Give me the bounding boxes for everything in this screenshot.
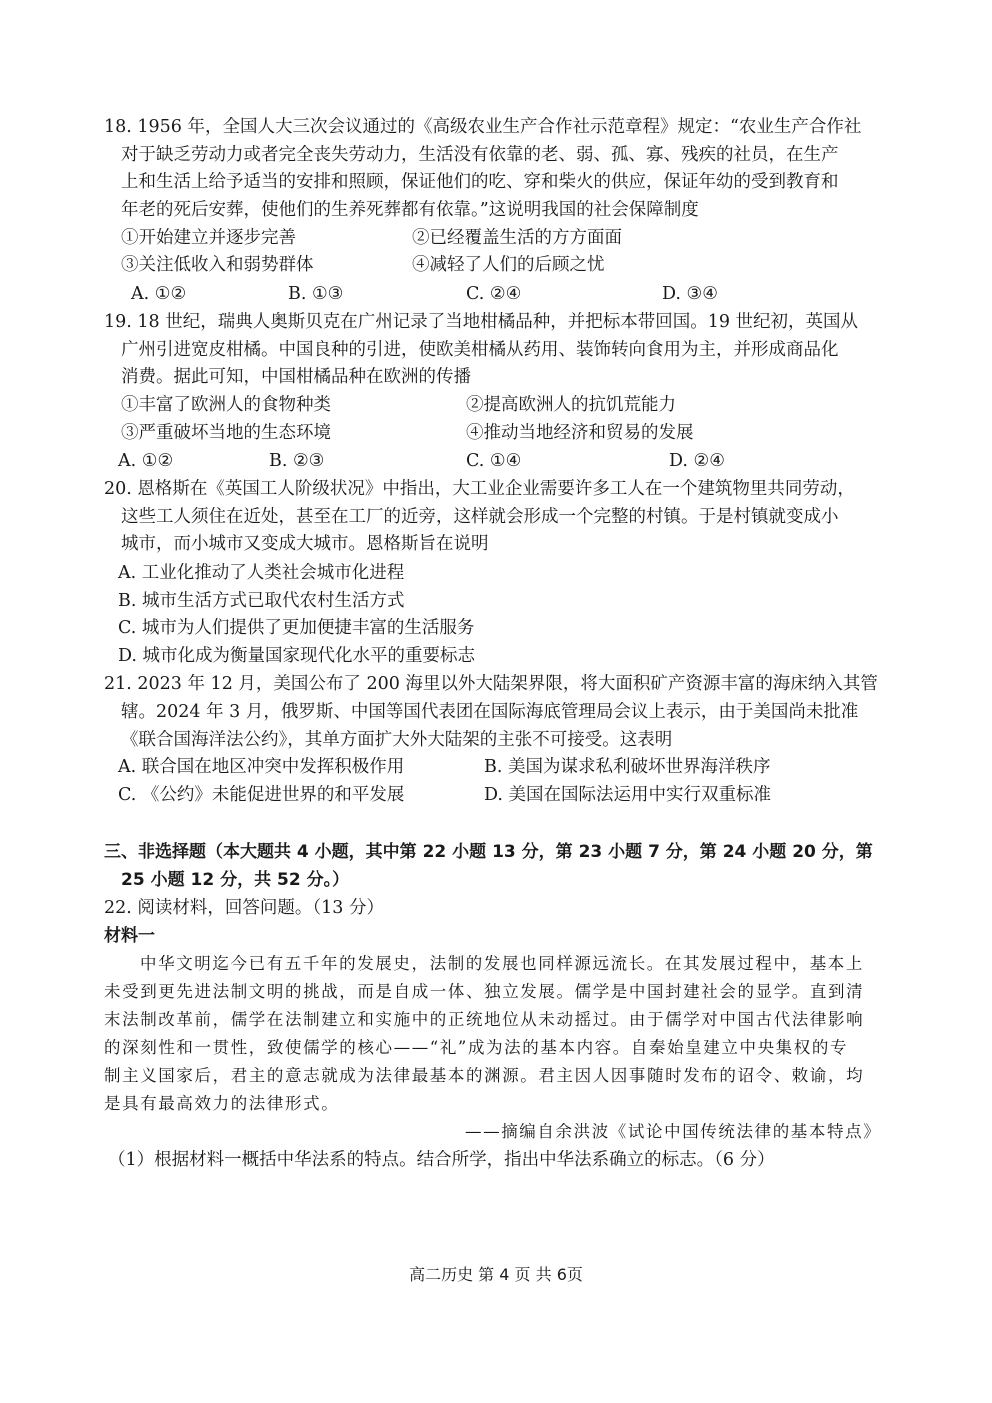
section-title: 三、非选择题（本大题共 4 小题，其中第 22 小题 13 分，第 23 小题 7 分，第 24 小题 20 分，第 xyxy=(104,842,873,862)
question-text: 广州引进宽皮柑橘。中国良种的引进，使欧美柑橘从药用、装饰转向食用为主，并形成商品化 xyxy=(121,340,839,360)
question-text: 《联合国海洋法公约》，其单方面扩大外大陆架的主张不可接受。这表明 xyxy=(121,730,673,750)
question-text: 21. 2023 年 12 月，美国公布了 200 海里以外大陆架界限，将大面积矿产资源丰富的海床纳入其管 xyxy=(104,674,878,694)
question-title: 22. 阅读材料，回答问题。（13 分） xyxy=(104,898,384,918)
question-text: 这些工人须住在近处，甚至在工厂的近旁，这样就会形成一个完整的村镇。于是村镇就变成小 xyxy=(121,507,839,527)
choice-b: B. 美国为谋求私利破坏世界海洋秩序 xyxy=(484,757,771,777)
question-text: 辖。2024 年 3 月，俄罗斯、中国等国代表团在国际海底管理局会议上表示，由于美国尚未批准 xyxy=(121,702,859,722)
choice-c: C. ②④ xyxy=(466,284,522,304)
choice-d: D. 美国在国际法运用中实行双重标准 xyxy=(484,785,772,805)
material-text: 未受到更先进法制文明的挑战，而是自成一体、独立发展。儒学是中国封建社会的显学。直到清 xyxy=(104,982,865,1001)
statement-item: ①丰富了欧洲人的食物种类 xyxy=(121,395,331,415)
choice-c: C. 城市为人们提供了更加便捷丰富的生活服务 xyxy=(118,618,475,638)
choice-d: D. 城市化成为衡量国家现代化水平的重要标志 xyxy=(118,646,476,666)
section-title: 25 小题 12 分，共 52 分。） xyxy=(121,870,350,890)
choice-a: A. ①② xyxy=(131,284,187,304)
material-text: 中华文明迄今已有五千年的发展史，法制的发展也同样源远流长。在其发展过程中，基本上 xyxy=(140,954,864,973)
choice-b: B. ②③ xyxy=(269,451,325,471)
question-text: 年老的死后安葬，使他们的生养死葬都有依靠。”这说明我国的社会保障制度 xyxy=(121,200,699,220)
statement-item: ②提高欧洲人的抗饥荒能力 xyxy=(466,395,676,415)
statement-item: ④推动当地经济和贸易的发展 xyxy=(466,423,694,443)
question-text: 上和生活上给予适当的安排和照顾，保证他们的吃、穿和柴火的供应，保证年幼的受到教育和 xyxy=(121,172,839,192)
sub-question-1: （1）根据材料一概括中华法系的特点。结合所学，指出中华法系确立的标志。（6 分） xyxy=(108,1150,775,1170)
choice-d: D. ③④ xyxy=(662,284,718,304)
question-text: 城市，而小城市又变成大城市。恩格斯旨在说明 xyxy=(121,534,489,554)
choice-a: A. ①② xyxy=(118,451,174,471)
statement-item: ①开始建立并逐步完善 xyxy=(121,228,296,248)
choice-c: C. 《公约》未能促进世界的和平发展 xyxy=(118,785,405,805)
choice-a: A. 工业化推动了人类社会城市化进程 xyxy=(118,563,405,583)
statement-item: ③严重破坏当地的生态环境 xyxy=(121,423,331,443)
choice-b: B. ①③ xyxy=(288,284,344,304)
choice-b: B. 城市生活方式已取代农村生活方式 xyxy=(118,591,405,611)
choice-d: D. ②④ xyxy=(669,451,725,471)
choice-c: C. ①④ xyxy=(466,451,522,471)
material-text: 制主义国家后，君主的意志就成为法律最基本的渊源。君主因人因事随时发布的诏令、敕谕，均 xyxy=(104,1066,865,1085)
statement-item: ③关注低收入和弱势群体 xyxy=(121,255,314,275)
material-label: 材料一 xyxy=(104,926,155,946)
material-source: ——摘编自余洪波《试论中国传统法律的基本特点》 xyxy=(465,1122,882,1141)
choice-a: A. 联合国在地区冲突中发挥积极作用 xyxy=(118,757,405,777)
question-text: 对于缺乏劳动力或者完全丧失劳动力，生活没有依靠的老、弱、孤、寡、残疾的社员，在生产 xyxy=(121,145,839,165)
question-text: 消费。据此可知，中国柑橘品种在欧洲的传播 xyxy=(121,367,471,387)
statement-item: ②已经覆盖生活的方方面面 xyxy=(412,228,622,248)
material-text: 是具有最高效力的法律形式。 xyxy=(104,1094,340,1113)
page-footer: 高二历史 第 4 页 共 6页 xyxy=(409,1265,583,1284)
material-text: 的深刻性和一贯性，致使儒学的核心——“礼”成为法的基本内容。自秦始皇建立中央集权的专 xyxy=(104,1038,849,1057)
statement-item: ④减轻了人们的后顾之忧 xyxy=(412,255,605,275)
question-text: 18. 1956 年，全国人大三次会议通过的《高级农业生产合作社示范章程》规定：“农业生产合作社 xyxy=(104,117,862,137)
question-text: 20. 恩格斯在《英国工人阶级状况》中指出，大工业企业需要许多工人在一个建筑物里共同劳动， xyxy=(104,479,855,499)
material-text: 末法制改革前，儒学在法制建立和实施中的正统地位从未动摇过。由于儒学对中国古代法律影响 xyxy=(104,1010,865,1029)
question-text: 19. 18 世纪，瑞典人奥斯贝克在广州记录了当地柑橘品种，并把标本带回国。19 世纪初，英国从 xyxy=(104,312,859,332)
